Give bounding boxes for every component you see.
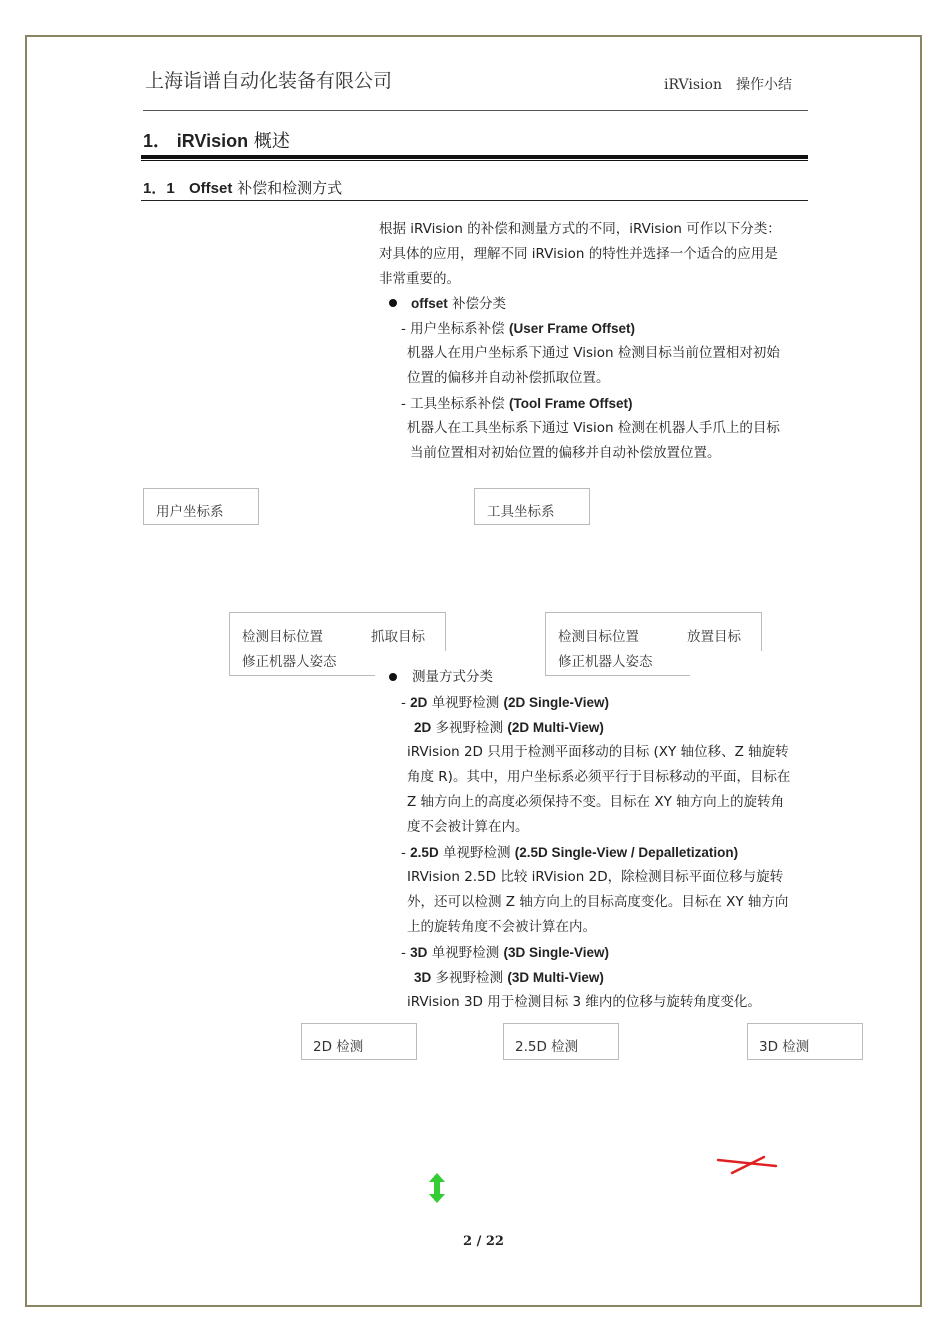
measure-3d-multi-en: (3D Multi-View) [507, 970, 604, 985]
vertical-double-arrow-icon [428, 1173, 446, 1203]
place-action-label: 放置目标 [687, 629, 741, 645]
measure-25d-single [401, 840, 738, 866]
desc-line: 上的旋转角度不会被计算在内。 [407, 919, 596, 935]
desc-line: 机器人在用户坐标系下通过 Vision 检测目标当前位置相对初始 [407, 345, 780, 361]
dash: - [401, 845, 411, 861]
measure-3d-multi-bold: 3D [414, 970, 432, 985]
offset-bullet-rest: 补偿分类 [447, 296, 507, 312]
product-name: iRVision [664, 77, 722, 93]
measure-2d-desc [407, 740, 790, 840]
company-name: 上海诣谱自动化装备有限公司 [145, 70, 393, 92]
measure-2d-multi [414, 715, 604, 741]
offset-bullet-bold: offset [411, 296, 448, 311]
desc-line: Z 轴方向上的高度必须保持不变。目标在 XY 轴方向上的旋转角 [407, 794, 785, 810]
box-corner-mask [690, 651, 770, 681]
section-1-rule-thin [141, 160, 808, 161]
measure-3d-en: (3D Single-View) [503, 945, 610, 960]
user-frame-offset-text: - 用户坐标系补偿 [401, 321, 509, 337]
user-frame-box-label: 用户坐标系 [156, 504, 224, 520]
tool-frame-offset-desc [407, 416, 780, 466]
measure-2d-bold: 2D [410, 695, 428, 710]
measure-2d-multi-en: (2D Multi-View) [507, 720, 604, 735]
section-1-rule [141, 155, 808, 159]
measure-bullet-label: 测量方式分类 [412, 669, 493, 685]
dash: - [401, 945, 411, 961]
tool-frame-box [474, 488, 590, 525]
pick-action-label: 抓取目标 [371, 629, 425, 645]
section-1-1-title-rest: 补偿和检测方式 [232, 179, 343, 197]
bullet-icon [389, 673, 397, 681]
page-number: 2 / 22 [463, 1234, 504, 1249]
section-1-number: 1． [143, 131, 172, 151]
measure-25d-en: (2.5D Single-View / Depalletization) [514, 845, 739, 860]
user-frame-offset-label [401, 316, 635, 342]
dash: - [401, 695, 411, 711]
measure-3d-single [401, 940, 609, 966]
desc-line: iRVision 2D 只用于检测平面移动的目标 (XY 轴位移、Z 轴旋转 [407, 744, 789, 760]
section-1-1-title-bold: Offset [189, 180, 233, 197]
desc-line: 机器人在工具坐标系下通过 Vision 检测在机器人手爪上的目标 [407, 420, 780, 436]
section-1-title-rest: 概述 [248, 131, 290, 152]
measure-2d-mid: 单视野检测 [427, 695, 504, 711]
detect-3d-label: 3D 检测 [759, 1039, 810, 1055]
desc-line: IRVision 2.5D 比较 iRVision 2D，除检测目标平面位移与旋转 [407, 869, 784, 885]
header-rule [143, 110, 808, 111]
place-correct-label: 修正机器人姿态 [558, 654, 653, 670]
measure-2d-multi-mid: 多视野检测 [431, 720, 508, 736]
section-1-1-rule [141, 200, 808, 201]
measure-3d-bold: 3D [410, 945, 428, 960]
section-1-title-bold: iRVision [176, 131, 249, 151]
document-subtitle: 操作小结 [735, 77, 792, 93]
measure-3d-multi [414, 965, 604, 991]
measure-3d-multi-mid: 多视野检测 [431, 970, 508, 986]
place-detect-label: 检测目标位置 [558, 629, 639, 645]
intro-line: 非常重要的。 [379, 271, 460, 287]
detect-25d-label: 2.5D 检测 [515, 1039, 579, 1055]
tool-frame-offset-label [401, 391, 632, 417]
measure-2d-multi-bold: 2D [414, 720, 432, 735]
section-1-heading [143, 127, 290, 153]
user-frame-box [143, 488, 259, 525]
pick-correct-label: 修正机器人姿态 [242, 654, 337, 670]
tool-frame-offset-text: - 工具坐标系补偿 [401, 396, 509, 412]
desc-line: 度不会被计算在内。 [407, 819, 529, 835]
bullet-icon [389, 299, 397, 307]
measure-2d-single [401, 690, 609, 716]
detect-2d-label: 2D 检测 [313, 1039, 364, 1055]
section-1-1-number: 1．1 [143, 180, 175, 197]
desc-line: 当前位置相对初始位置的偏移并自动补偿放置位置。 [410, 445, 721, 461]
user-frame-offset-desc [407, 341, 780, 391]
measure-2d-en: (2D Single-View) [503, 695, 610, 710]
desc-line: 位置的偏移并自动补偿抓取位置。 [407, 370, 610, 386]
measure-3d-desc [407, 990, 761, 1015]
offset-bullet-label [411, 291, 506, 317]
document-title [664, 74, 792, 94]
intro-line: 对具体的应用，理解不同 iRVision 的特性并选择一个适合的应用是 [379, 246, 778, 262]
tool-frame-box-label: 工具坐标系 [487, 504, 555, 520]
desc-line: iRVision 3D 用于检测目标 3 维内的位移与旋转角度变化。 [407, 994, 761, 1010]
measure-25d-desc [407, 865, 788, 940]
detect-25d-box [503, 1023, 619, 1060]
measure-25d-bold: 2.5D [410, 845, 439, 860]
desc-line: 外，还可以检测 Z 轴方向上的目标高度变化。目标在 XY 轴方向 [407, 894, 789, 910]
intro-paragraph [379, 217, 781, 292]
detect-2d-box [301, 1023, 417, 1060]
detect-3d-box [747, 1023, 863, 1060]
intro-line: 根据 iRVision 的补偿和测量方式的不同，iRVision 可作以下分类： [379, 221, 781, 237]
desc-line: 角度 R)。其中，用户坐标系必须平行于目标移动的平面，目标在 [407, 769, 791, 785]
measure-25d-mid: 单视野检测 [438, 845, 515, 861]
pick-detect-label: 检测目标位置 [242, 629, 323, 645]
red-cross-mark-icon [716, 1154, 778, 1176]
measure-3d-mid: 单视野检测 [427, 945, 504, 961]
section-1-1-heading [143, 177, 342, 198]
tool-frame-offset-bold: (Tool Frame Offset) [508, 396, 633, 411]
user-frame-offset-bold: (User Frame Offset) [508, 321, 636, 336]
